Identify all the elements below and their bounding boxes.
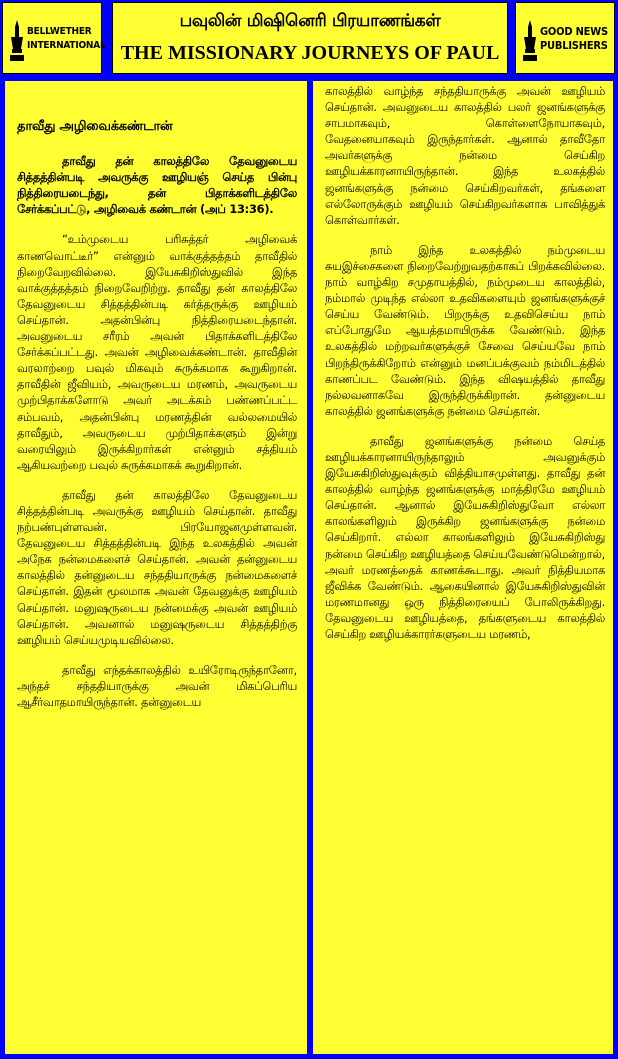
article-column-left	[5, 81, 307, 1054]
paragraph-continued: காலத்தில் வாழ்ந்த சந்ததியாருக்கு அவன் ஊழியம் செய்தான். அவனுடைய காலத்தில் பலர் ஜனங்களுக்கு சாபமாகவும், கொள்ளைநோயாகவும், வேதனையாகவும் இருந்தார்கள். ஆனால் தாவீதோ அவர்களுக்கு நன்மை செய்கிற ஊழியக்காரனாயிருந்தான். இந்த உலகத்தில் ஜனங்களுக்கு நன்மை செய்கிறவர்கள், தங்களை எல்லோருக்கும் ஊழியம் செய்கிறவர்களாக பாவித்துக் கொள்வார்கள்.	[325, 84, 605, 227]
goodnews-line1: GOOD NEWS	[540, 25, 608, 38]
lamp-icon	[9, 19, 25, 63]
paragraph: தாவீது தன் காலத்திலே தேவனுடைய சித்தத்தின்படி அவருக்கு ஊழியம் செய்தான். தாவீது நற்பண்புள்ளவன். பிரயோஜனமுள்ளவன். தேவனுடைய சித்தத்தின்படி இந்த உலகத்தில் அவன் அநேக நன்மைகளைச் செய்தான். அவன் தன்னுடைய காலத்தில் தன்னுடைய சந்ததியாருக்கு நன்மைகளைச் செய்தான். இதன் மூலமாக அவன் தேவனுக்கு ஊழியம் செய்தான். மனுஷருடைய நன்மைக்கு அவன் ஊழியம் செய்தான். அவனால் மனுஷருடைய சித்தத்திற்கு ஊழியம் செய்யமுடியவில்லை.	[17, 487, 297, 647]
paragraph: தாவீது எந்தக்காலத்தில் உயிரோடிருந்தானோ, அந்தச் சந்ததியாருக்கு அவன் மிகப்பெரிய ஆசீர்வாதமாயிருந்தான். தன்னுடைய	[17, 662, 297, 709]
article-heading: தாவீது அழிவைக்கண்டான்	[17, 119, 173, 134]
title-tamil: பவுலின் மிஷினெரி பிரயாணங்கள்	[179, 11, 441, 31]
bellwether-line2: INTERNATIONAL	[27, 40, 106, 51]
key-verse: தாவீது தன் காலத்திலே தேவனுடைய சித்தத்தின்படி அவருக்கு ஊழியஞ் செய்த பின்பு நித்திரையடைந்து, தன் பிதாக்களிடத்திலே சேர்க்கப்பட்டு, அழிவைக் கண்டான் (அப் 13:36).	[17, 154, 297, 217]
title-box	[112, 2, 508, 74]
bellwether-logo	[9, 19, 106, 63]
title-english: THE MISSIONARY JOURNEYS OF PAUL	[120, 42, 500, 64]
article-column-right	[313, 81, 613, 1054]
bellwether-line1: BELLWETHER	[27, 26, 92, 37]
lamp-icon	[522, 19, 538, 63]
paragraph: தாவீது ஜனங்களுக்கு நன்மை செய்த ஊழியக்காரனாயிருந்தாலும் அவனுக்கும் இயேசுகிறிஸ்துவுக்கும் வித்தியாசமுள்ளது. தாவீது தன் காலத்தில் வாழ்ந்த ஜனங்களுக்கு மாத்திரமே ஊழியம் செய்தான். ஆனால் இயேசுகிறிஸ்துவோ எல்லா காலங்களிலும் இருக்கிற ஜனங்களுக்கு நன்மை செய்கிறார். எல்லா காலங்களிலும் இயேசுகிறிஸ்து நன்மை செய்கிற ஊழியத்தை செய்யவேண்டுமென்றால், அவர் மரணத்தைக் காணக்கூடாது. அவர் நித்தியமாக ஜீவிக்க வேண்டும். ஆகையினால் இயேசுகிறிஸ்துவின் மரணமானது ஒரு நித்திரையைப் போலிருக்கிறது. தேவனுடைய ஊழியத்தை, தங்களுடைய காலத்தில் செய்கிற ஊழியக்காரர்களுடைய மரணம்,	[325, 433, 605, 641]
paragraph: நாம் இந்த உலகத்தில் நம்முடைய சுயஇச்சைகளை நிறைவேற்றுவதற்காகப் பிறக்கவில்லை. நாம் வாழ்கிற சமுதாயத்தில், நம்முடைய காலத்தில், நம்மால் முடிந்த எல்லா உதவிகளையும் ஜனங்களுக்குச் செய்ய வேண்டும். பிறருக்கு உதவிசெய்ய நாம் எப்போதுமே ஆயத்தமாயிருக்க வேண்டும். இந்த உலகத்தில் மற்றவர்களுக்குச் சேவை செய்யவே நாம் பிறந்திருக்கிறோம் என்னும் மனப்பக்குவம் நம்மிடத்தில் காணப்பட வேண்டும். இந்த விஷயத்தில் தாவீது நல்லவனாகவே இருந்திருக்கிறான். தன்னுடைய காலத்தில் ஜனங்களுக்கு நன்மை செய்தான்.	[325, 242, 605, 418]
goodnews-line2: PUBLISHERS	[540, 39, 608, 52]
goodnews-logo	[522, 19, 612, 63]
paragraph: “உம்முடைய பரிசுத்தர் அழிவைக் காணவொட்டீர்” என்னும் வாக்குத்தத்தம் தாவீதில் நிறைவேறவில்லை. இயேசுகிறிஸ்துவில் இந்த வாக்குத்தத்தம் நிறைவேறிற்று. தாவீது தன் காலத்திலே தேவனுடைய சித்தத்தின்படி கர்த்தருக்கு ஊழியம் செய்தான். அதன்பின்பு நித்திரையடைந்தான். அவனுடைய சரீரம் அவன் பிதாக்களிடத்திலே சேர்க்கப்பட்டது. அவன் அழிவைக்கண்டான். தாவீதின் வரலாற்றை பவுல் மிகவும் சுருக்கமாக கூறுகிறான். தாவீதின் ஜீவியம், அவருடைய மரணம், அவருடைய முற்பிதாக்களோடு அவர் அடக்கம் பண்ணப்பட்ட சம்பவம், அதன்பின்பு மரணத்தின் வல்லமையில் தாவீதும், அவருடைய முற்பிதாக்களும் இன்று வரையிலும் இருக்கிறார்கள் என்னும் சத்தியம் ஆகியவற்றை பவுல் சுருக்கமாகக் கூறுகிறான்.	[17, 232, 297, 472]
bellwether-logo-box	[2, 2, 106, 74]
goodnews-logo-box	[515, 2, 615, 74]
